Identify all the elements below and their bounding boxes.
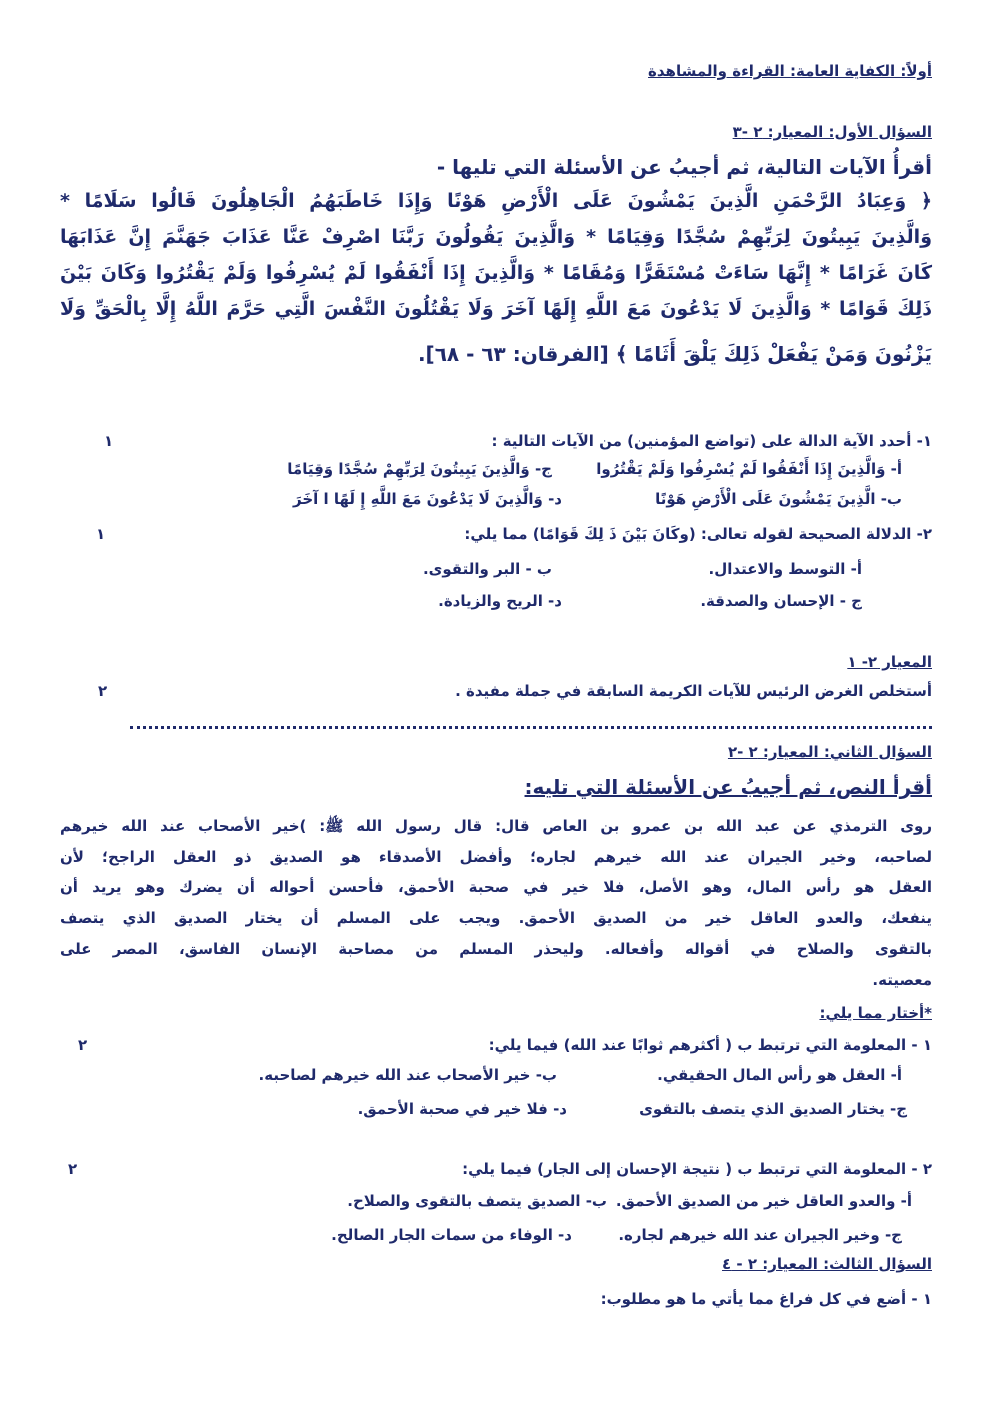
option-c: ج- يختار الصديق الذي يتصف بالتقوى	[639, 1100, 907, 1118]
q3-heading: السؤال الثالث: المعيار: ٢ - ٤	[722, 1255, 932, 1273]
q1-instruction: أقرأُ الآيات التالية، ثم أجيبُ عن الأسئلة التي تليها -	[436, 155, 932, 179]
verse-line: وَالَّذِينَ يَبِيتُونَ لِرَبِّهِمْ سُجَّدًا وَقِيَامًا * وَالَّذِينَ يَقُولُونَ رَبَّنَا اصْرِفْ عَنَّا عَذَابَ جَهَنَّمَ إِنَّ عَذَابَهَا	[60, 226, 932, 248]
option-d: د- الوفاء من سمات الجار الصالح.	[331, 1226, 572, 1244]
q1-item1-text: ١- أحدد الآية الدالة على (تواضع المؤمنين) من الآيات التالية :	[491, 432, 932, 450]
criterion-mark: ٢	[98, 682, 108, 700]
option-a: أ- والعدو العاقل خير من الصديق الأحمق.	[615, 1192, 912, 1210]
option-c: ج- وخير الجيران عند الله خيرهم لجاره.	[618, 1226, 902, 1244]
paragraph-line: لصاحبه، وخير الجيران عند الله خيرهم لجاره؛ وأفضل الأصدقاء هو الصديق ذو العقل الراجح؛ لأن	[60, 848, 932, 866]
option-b: ب - البر والتقوى.	[422, 560, 552, 578]
paragraph-line: بالتقوى والصلاح في أقواله وأفعاله. وليحذر المسلم من مصاحبة الإنسان الفاسق، المصر على	[60, 940, 932, 958]
q2-heading: السؤال الثاني: المعيار: ٢ -٢	[727, 743, 932, 761]
paragraph-line: العقل هو رأس المال، وهو الأصل، فلا خير في صحبة الأحمق، فأحسن أحواله أن يضرك وهو يريد أن	[60, 878, 932, 896]
criterion-text: أستخلص الغرض الرئيس للآيات الكريمة السابقة في جملة مفيدة .	[455, 682, 932, 700]
option-c: ج- وَالَّذِينَ يَبِيتُونَ لِرَبِّهِمْ سُجَّدًا وَقِيَامًا	[287, 460, 552, 478]
section-title: أولاً: الكفاية العامة: القراءة والمشاهدة	[648, 62, 932, 80]
separator-dotted	[130, 726, 932, 729]
paragraph-line: معصيته.	[872, 971, 932, 989]
verse-line: ذَلِكَ قَوَامًا * وَالَّذِينَ لَا يَدْعُونَ مَعَ اللَّهِ إِلَهًا آخَرَ وَلَا يَقْتُلُونَ النَّفْسَ الَّتِي حَرَّمَ اللَّهُ إِلَّا بِالْحَقِّ وَلَا	[60, 298, 932, 320]
q3-item1-text: ١ - أضع في كل فراغ مما يأتي ما هو مطلوب:	[600, 1290, 932, 1308]
option-d: د- فلا خير في صحبة الأحمق.	[357, 1100, 567, 1118]
option-d: د- الريح والزيادة.	[438, 592, 562, 610]
option-a: أ- التوسط والاعتدال.	[708, 560, 862, 578]
q2-item1-text: ١ - المعلومة التي ترتبط ب ( أكثرهم ثوابًا عند الله) فيما يلي:	[488, 1036, 932, 1054]
q1-item2-mark: ١	[96, 525, 106, 543]
q2-instruction: أقرأ النص، ثم أجيبُ عن الأسئلة التي تليه:	[524, 775, 932, 799]
choose-label: *أختار مما يلي:	[819, 1004, 932, 1022]
verse-line: يَزْنُونَ وَمَنْ يَفْعَلْ ذَلِكَ يَلْقَ أَثَامًا ﴾ [الفرقان: ٦٣ - ٦٨].	[417, 342, 932, 366]
paragraph-line: ينفعك، والعدو العاقل خير من الصديق الأحمق. ويجب على المسلم أن يختار الصديق الذي يتصف	[60, 909, 932, 927]
q1-heading: السؤال الأول: المعيار: ٢ -٣	[732, 123, 932, 141]
option-a: أ- وَالَّذِينَ إِذَا أَنْفَقُوا لَمْ يُسْرِفُوا وَلَمْ يَقْتُرُوا	[596, 460, 902, 478]
verse-line: كَانَ غَرَامًا * إِنَّهَا سَاءَتْ مُسْتَقَرًّا وَمُقَامًا * وَالَّذِينَ إِذَا أَنْفَقُوا لَمْ يُسْرِفُوا وَلَمْ يَقْتُرُوا وَكَانَ بَيْنَ	[60, 262, 932, 284]
q1-item2-text: ٢- الدلالة الصحيحة لقوله تعالى: (وكَانَ بَيْنَ ذَ لِكَ قَوَامًا) مما يلي:	[464, 525, 932, 543]
q2-item1-mark: ٢	[78, 1036, 88, 1054]
criterion-heading: المعيار ٢- ١	[847, 653, 932, 671]
option-a: أ- العقل هو رأس المال الحقيقي.	[657, 1066, 902, 1084]
option-b: ب- خير الأصحاب عند الله خيرهم لصاحبه.	[258, 1066, 557, 1084]
q2-item2-mark: ٢	[68, 1160, 78, 1178]
option-b: ب- الَّذِينَ يَمْشُونَ عَلَى الْأَرْضِ هَوْنًا	[655, 490, 902, 508]
q2-item2-text: ٢ - المعلومة التي ترتبط ب ( نتيجة الإحسان إلى الجار) فيما يلي:	[462, 1160, 932, 1178]
verse-line: ﴿ وَعِبَادُ الرَّحْمَنِ الَّذِينَ يَمْشُونَ عَلَى الْأَرْضِ هَوْنًا وَإِذَا خَاطَبَهُمُ الْجَاهِلُونَ قَالُوا سَلَامًا *	[60, 190, 932, 212]
paragraph-line: روى الترمذي عن عبد الله بن عمرو بن العاص قال: قال رسول الله ﷺ: )خير الأصحاب عند الله خيرهم	[60, 817, 932, 835]
option-b: ب- الصديق يتصف بالتقوى والصلاح.	[347, 1192, 607, 1210]
option-d: د- وَالَّذِينَ لَا يَدْعُونَ مَعَ اللَّهِ إِ لَهًا ا آخَرَ	[293, 490, 562, 508]
q1-item1-mark: ١	[104, 432, 114, 450]
option-c: ج - الإحسان والصدقة.	[700, 592, 862, 610]
